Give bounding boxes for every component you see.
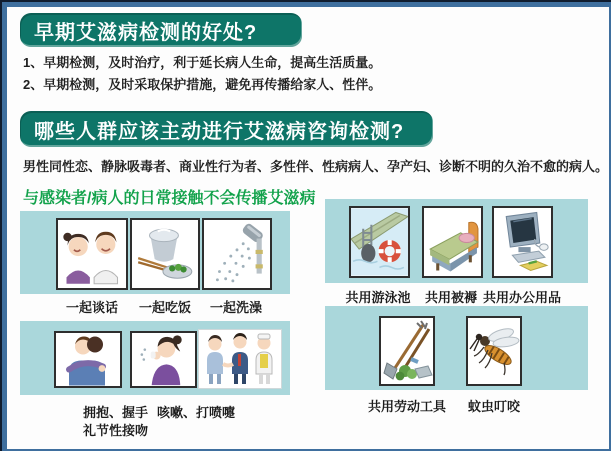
caption-mosquito: 蚊虫叮咬 xyxy=(467,399,521,414)
office-supplies-icon xyxy=(494,208,551,276)
benefit-point-1: 1、早期检测，及时治疗，利于延长病人生命，提高生活质量。 xyxy=(23,55,382,70)
swimming-pool-card xyxy=(349,206,410,278)
no-transmission-subtitle: 与感染者/病人的日常接触不会传播艾滋病 xyxy=(23,190,316,207)
handshake-icon xyxy=(199,330,281,388)
caption-talking: 一起谈话 xyxy=(65,300,119,315)
risk-groups-text: 男性同性恋、静脉吸毒者、商业性行为者、多性伴、性病病人、孕产妇、诊断不明的久治不愈的病人。 xyxy=(23,159,609,174)
showering-card xyxy=(202,218,272,290)
caption-cough-sneeze: 咳嗽、打喷嚏 xyxy=(157,405,236,420)
caption-office-supplies: 共用办公用品 xyxy=(482,290,562,305)
daily-contact-panel-left-top xyxy=(20,211,290,294)
mosquito-bite-card xyxy=(466,316,522,386)
handshake-card xyxy=(198,329,282,389)
swimming-pool-icon xyxy=(351,208,408,276)
shared-bedding-card xyxy=(422,206,483,278)
work-tools-icon xyxy=(381,318,433,384)
benefits-heading-banner xyxy=(20,13,302,47)
daily-contact-panel-left-bottom xyxy=(20,321,290,395)
caption-eating: 一起吃饭 xyxy=(138,300,192,315)
daily-contact-panel-right-bottom xyxy=(325,306,588,390)
coughing-card xyxy=(130,331,197,388)
benefits-heading: 早期艾滋病检测的好处? xyxy=(34,21,258,44)
caption-ceremonial-kiss: 礼节性接吻 xyxy=(83,423,149,438)
hugging-icon xyxy=(56,333,120,386)
showering-icon xyxy=(204,220,270,288)
office-supplies-card xyxy=(492,206,553,278)
talking-together-card xyxy=(56,218,128,290)
hugging-card xyxy=(54,331,122,388)
eating-together-card xyxy=(130,218,200,290)
benefit-point-2: 2、早期检测，及时采取保护措施，避免再传播给家人、性伴。 xyxy=(23,77,382,92)
talking-together-icon xyxy=(58,220,126,288)
who-should-test-heading: 哪些人群应该主动进行艾滋病咨询检测? xyxy=(34,120,405,143)
who-should-test-banner xyxy=(20,111,433,147)
work-tools-card xyxy=(379,316,435,386)
caption-swimming-pool: 共用游泳池 xyxy=(345,290,411,305)
caption-work-tools: 共用劳动工具 xyxy=(367,399,447,414)
caption-bedding: 共用被褥 xyxy=(424,290,478,305)
caption-showering: 一起洗澡 xyxy=(209,300,263,315)
eating-together-icon xyxy=(132,220,198,288)
caption-hug-handshake: 拥抱、握手 xyxy=(83,405,149,420)
daily-contact-panel-right-top xyxy=(325,199,588,283)
mosquito-bite-icon xyxy=(468,318,520,384)
shared-bedding-icon xyxy=(424,208,481,276)
coughing-icon xyxy=(132,333,195,386)
